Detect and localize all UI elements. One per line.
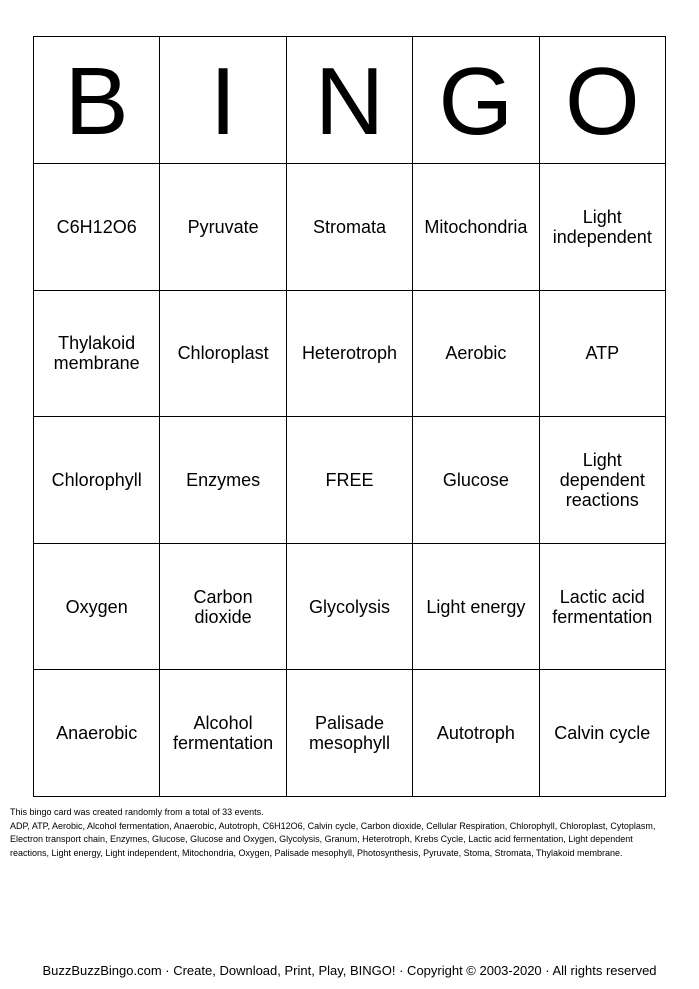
header-letter-n: N bbox=[286, 37, 412, 164]
free-cell bbox=[286, 417, 412, 544]
bingo-cell bbox=[34, 164, 160, 291]
cell-text: Enzymes bbox=[186, 469, 261, 490]
header-letter-b: B bbox=[34, 37, 160, 164]
bingo-cell bbox=[160, 417, 286, 544]
cell-text: Stromata bbox=[312, 216, 386, 237]
cell-text: Glycolysis bbox=[308, 596, 390, 617]
bingo-row bbox=[34, 417, 666, 544]
bingo-cell bbox=[160, 290, 286, 417]
cell-text: Carbon dioxide bbox=[193, 586, 253, 627]
card-summary: This bingo card was created randomly from a total of 33 events. bbox=[10, 807, 264, 817]
cell-text: Mitochondria bbox=[424, 216, 528, 237]
cell-text: ATP bbox=[585, 343, 620, 364]
bingo-cell bbox=[413, 543, 539, 670]
bingo-cell bbox=[413, 164, 539, 291]
bingo-cell bbox=[34, 417, 160, 544]
bingo-row bbox=[34, 670, 666, 797]
cell-text: Light dependent reactions bbox=[559, 449, 645, 510]
cell-text: Aerobic bbox=[445, 343, 507, 364]
bingo-cell bbox=[413, 670, 539, 797]
bingo-cell bbox=[286, 290, 412, 417]
bingo-cell bbox=[286, 670, 412, 797]
bingo-cell bbox=[539, 290, 665, 417]
bingo-cell bbox=[34, 290, 160, 417]
cell-text: Chloroplast bbox=[177, 343, 269, 364]
bingo-cell bbox=[539, 417, 665, 544]
cell-text: Calvin cycle bbox=[554, 723, 651, 744]
bingo-cell bbox=[160, 543, 286, 670]
cell-text: Lactic acid fermentation bbox=[552, 586, 653, 627]
bingo-row bbox=[34, 290, 666, 417]
cell-text: Heterotroph bbox=[301, 343, 397, 364]
cell-text: Light energy bbox=[426, 596, 526, 617]
bingo-row bbox=[34, 543, 666, 670]
bingo-card bbox=[33, 36, 666, 797]
cell-text: Anaerobic bbox=[56, 723, 138, 744]
event-list: ADP, ATP, Aerobic, Alcohol fermentation, Anaerobic, Autotroph, C6H12O6, Calvin cycle, Carbon dioxide, Cellular Respiration, Chlorophyll, Chloroplast, Cytoplasm, Electron transport chain, Enzymes, Glucose, Glucose and Oxygen, Glycolysis, Granum, Heterotroph, Krebs Cycle, Lactic acid fermentation, Light dependent reactions, Light energy, Light independent, Mitochondria, Oxygen, Palisade mesophyll, Photosynthesis, Pyruvate, Stoma, Stromata, Thylakoid membrane. bbox=[10, 820, 656, 858]
bingo-cell bbox=[413, 290, 539, 417]
bingo-cell bbox=[160, 164, 286, 291]
card-info bbox=[10, 806, 670, 860]
footer-copyright: BuzzBuzzBingo.com · Create, Download, Print, Play, BINGO! · Copyright © 2003-2020 · All rights reserved bbox=[42, 963, 657, 978]
cell-text: Thylakoid membrane bbox=[53, 333, 140, 374]
bingo-cell bbox=[160, 670, 286, 797]
bingo-cell bbox=[286, 164, 412, 291]
cell-text: Light independent bbox=[552, 206, 652, 247]
bingo-cell bbox=[539, 670, 665, 797]
header-letter-g: G bbox=[413, 37, 539, 164]
bingo-cell bbox=[413, 417, 539, 544]
cell-text: Chlorophyll bbox=[51, 469, 142, 490]
cell-text: Alcohol fermentation bbox=[173, 713, 274, 754]
cell-text: FREE bbox=[325, 469, 374, 490]
cell-text: Oxygen bbox=[65, 596, 128, 617]
header-letter-o: O bbox=[539, 37, 665, 164]
header-letter-i: I bbox=[160, 37, 286, 164]
cell-text: Palisade mesophyll bbox=[308, 713, 390, 754]
bingo-header-row bbox=[34, 37, 666, 164]
bingo-cell bbox=[539, 543, 665, 670]
bingo-cell bbox=[539, 164, 665, 291]
bingo-row bbox=[34, 164, 666, 291]
bingo-cell bbox=[34, 543, 160, 670]
cell-text: C6H12O6 bbox=[56, 216, 137, 237]
cell-text: Autotroph bbox=[436, 723, 515, 744]
bingo-cell bbox=[34, 670, 160, 797]
cell-text: Pyruvate bbox=[187, 216, 259, 237]
cell-text: Glucose bbox=[442, 469, 509, 490]
bingo-cell bbox=[286, 543, 412, 670]
